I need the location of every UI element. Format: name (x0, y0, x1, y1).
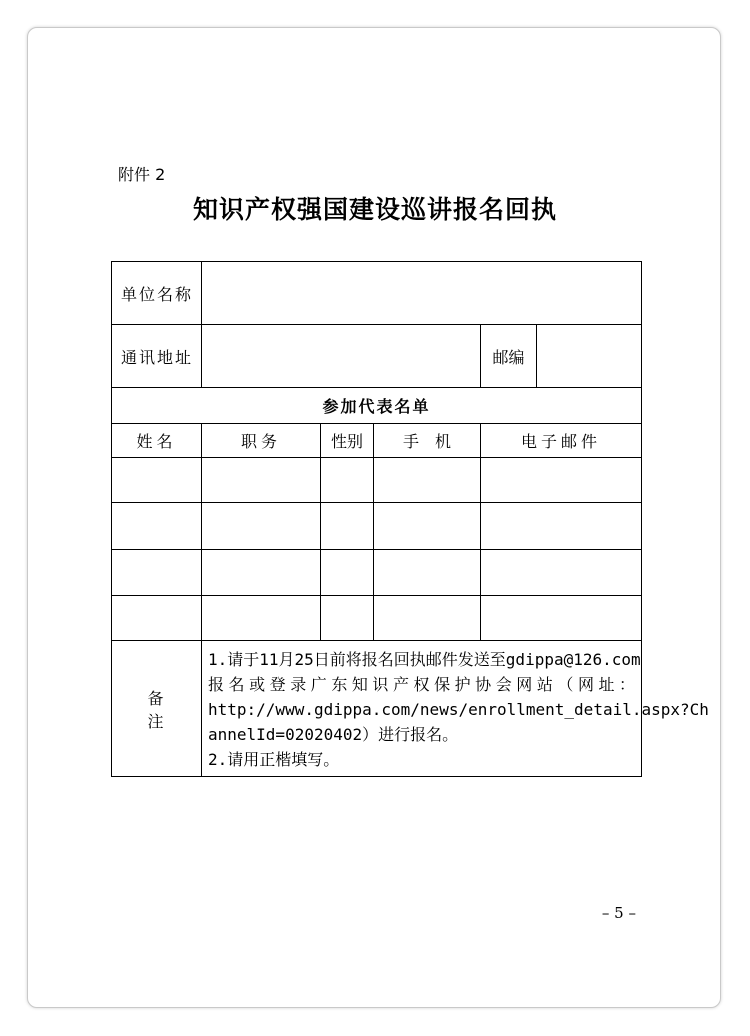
cell-gender[interactable] (321, 503, 374, 550)
notes-line: 报名或登录广东知识产权保护协会网站（网址： (208, 675, 636, 694)
address-label: 通讯地址 (112, 325, 202, 388)
column-header-position: 职务 (202, 424, 321, 458)
cell-name[interactable] (112, 596, 202, 641)
column-header-mobile: 手 机 (374, 424, 481, 458)
notes-line: 1.请于11月25日前将报名回执邮件发送至gdippa@126.com (208, 650, 641, 669)
table-row (112, 458, 642, 503)
cell-position[interactable] (202, 458, 321, 503)
cell-name[interactable] (112, 550, 202, 596)
table-row (112, 550, 642, 596)
address-row (112, 325, 642, 388)
notes-line: http://www.gdippa.com/news/enrollment_detail.aspx?Ch (208, 700, 709, 719)
column-header-row (112, 424, 642, 458)
cell-gender[interactable] (321, 458, 374, 503)
representatives-heading: 参加代表名单 (112, 388, 642, 424)
postcode-label: 邮编 (481, 325, 537, 388)
cell-mobile[interactable] (374, 550, 481, 596)
column-header-email: 电子邮件 (481, 424, 642, 458)
notes-line: 2.请用正楷填写。 (208, 750, 340, 769)
representatives-heading-row (112, 388, 642, 424)
cell-position[interactable] (202, 596, 321, 641)
cell-mobile[interactable] (374, 458, 481, 503)
address-field[interactable] (202, 325, 481, 388)
notes-content (202, 641, 709, 777)
notes-line: annelId=02020402）进行报名。 (208, 725, 459, 744)
postcode-field[interactable] (537, 325, 642, 388)
unit-name-row (112, 262, 642, 325)
cell-name[interactable] (112, 458, 202, 503)
cell-email[interactable] (481, 596, 642, 641)
page-number: – 5 – (601, 904, 636, 922)
cell-gender[interactable] (321, 596, 374, 641)
table-row (112, 503, 642, 550)
page-title: 知识产权强国建设巡讲报名回执 (192, 195, 557, 224)
cell-email[interactable] (481, 550, 642, 596)
cell-mobile[interactable] (374, 596, 481, 641)
notes-label: 备注 (112, 641, 202, 777)
cell-position[interactable] (202, 550, 321, 596)
attachment-label: 附件 2 (118, 165, 166, 184)
registration-form-table (111, 261, 709, 777)
cell-email[interactable] (481, 503, 642, 550)
cell-name[interactable] (112, 503, 202, 550)
cell-position[interactable] (202, 503, 321, 550)
notes-row (112, 641, 642, 777)
column-header-gender: 性别 (321, 424, 374, 458)
cell-mobile[interactable] (374, 503, 481, 550)
column-header-name: 姓名 (112, 424, 202, 458)
unit-name-field[interactable] (202, 262, 642, 325)
cell-gender[interactable] (321, 550, 374, 596)
table-row (112, 596, 642, 641)
unit-name-label: 单位名称 (112, 262, 202, 325)
cell-email[interactable] (481, 458, 642, 503)
